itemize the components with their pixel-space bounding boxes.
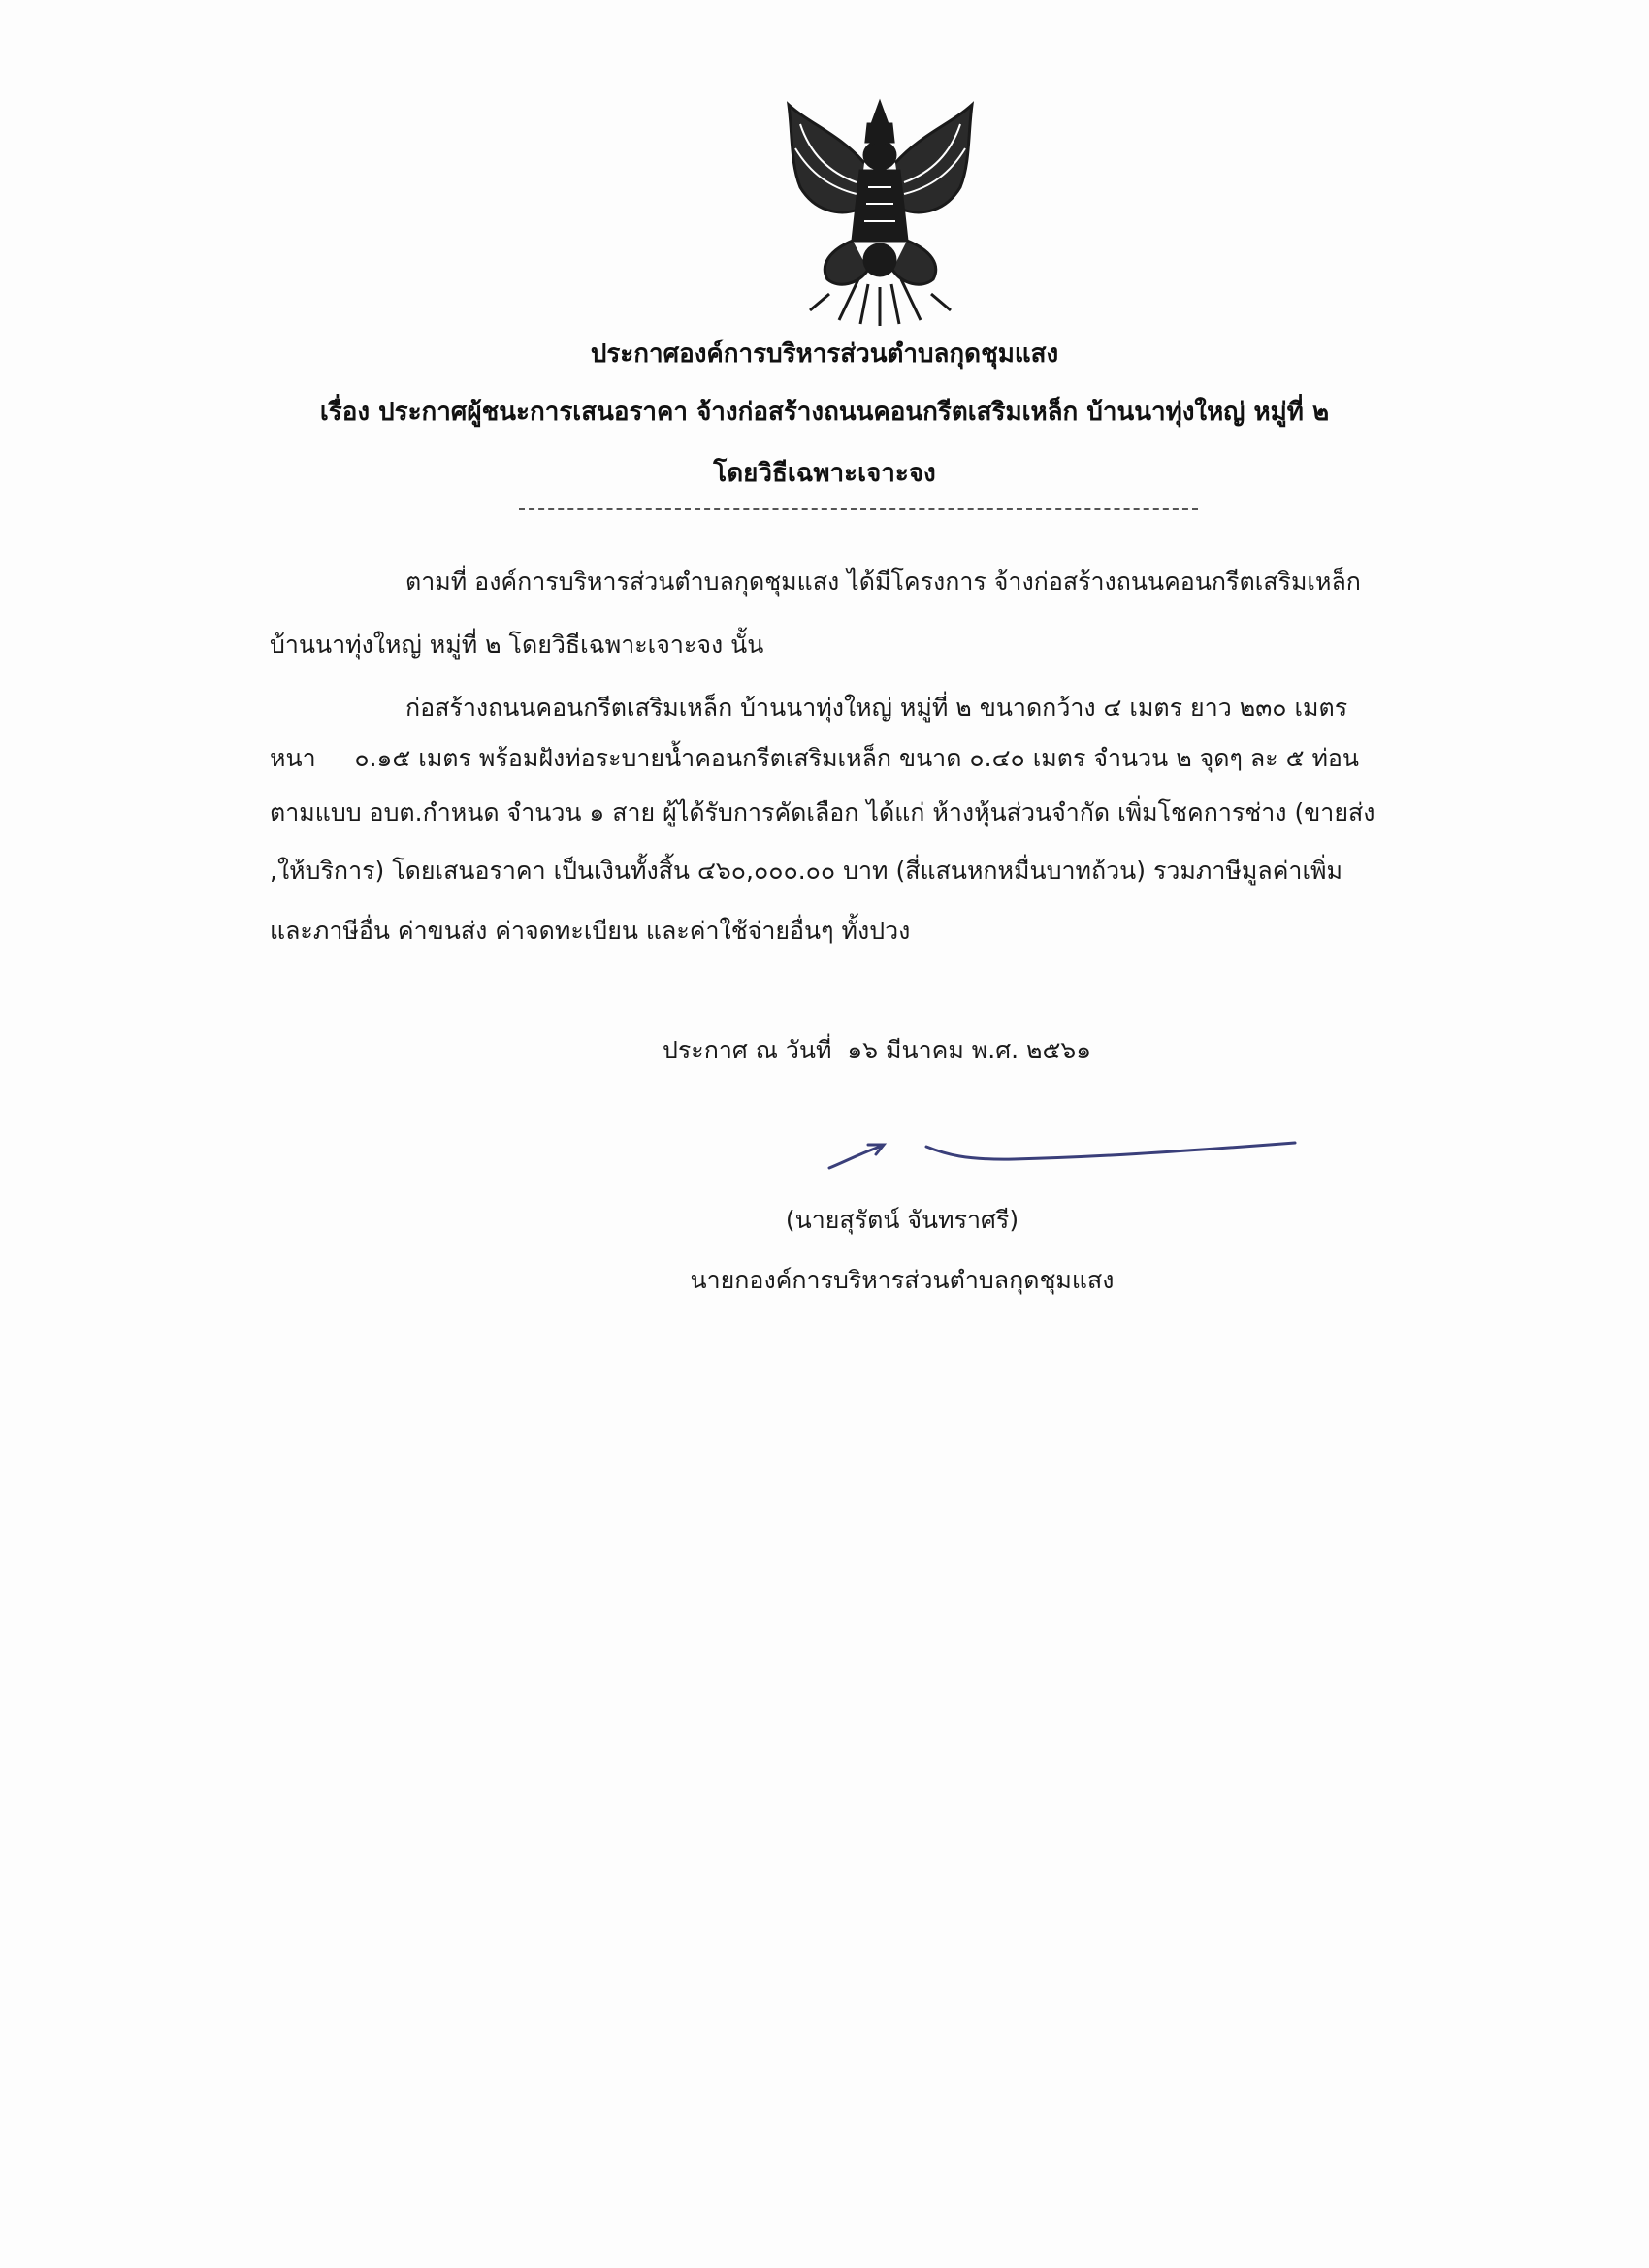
body-line: หนา ๐.๑๕ เมตร พร้อมฝังท่อระบายน้ำคอนกรีตเสริมเหล็ก ขนาด ๐.๔๐ เมตร จำนวน ๒ จุดๆ ละ ๕ ท่อน (270, 744, 1360, 772)
body-line: ก่อสร้างถนนคอนกรีตเสริมเหล็ก บ้านนาทุ่งใหญ่ หมู่ที่ ๒ ขนาดกว้าง ๔ เมตร ยาว ๒๓๐ เมตร (405, 694, 1348, 722)
body-line: ตามที่ องค์การบริหารส่วนตำบลกุดชุมแสง ได้มีโครงการ จ้างก่อสร้างถนนคอนกรีตเสริมเหล็ก (405, 567, 1361, 596)
body-line: ,ให้บริการ) โดยเสนอราคา เป็นเงินทั้งสิ้น ๔๖๐,๐๐๐.๐๐ บาท (สี่แสนหกหมื่นบาทถ้วน) รวมภาษีมูลค่าเพิ่ม (270, 857, 1342, 885)
body-line: บ้านนาทุ่งใหญ่ หมู่ที่ ๒ โดยวิธีเฉพาะเจาะจง นั้น (270, 631, 764, 659)
signatory-position: นายกองค์การบริหารส่วนตำบลกุดชุมแสง (690, 1266, 1115, 1294)
body-line: และภาษีอื่น ค่าขนส่ง ค่าจดทะเบียน และค่าใช้จ่ายอื่นๆ ทั้งปวง (270, 917, 911, 945)
announcement-method: โดยวิธีเฉพาะเจาะจง (713, 459, 936, 488)
announcement-date: ประกาศ ณ วันที่ ๑๖ มีนาคม พ.ศ. ๒๕๖๑ (663, 1036, 1092, 1064)
signatory-name: (นายสุรัตน์ จันทราศรี) (785, 1206, 1019, 1234)
header-divider (519, 508, 1198, 510)
handwritten-signature (820, 1125, 1305, 1193)
announcement-title: ประกาศองค์การบริหารส่วนตำบลกุดชุมแสง (590, 340, 1059, 369)
garuda-emblem-icon (771, 95, 989, 328)
body-line: ตามแบบ อบต.กำหนด จำนวน ๑ สาย ผู้ได้รับการคัดเลือก ได้แก่ ห้างหุ้นส่วนจำกัด เพิ่มโชคการช่าง (ขายส่ง (270, 798, 1375, 826)
announcement-subject: เรื่อง ประกาศผู้ชนะการเสนอราคา จ้างก่อสร้างถนนคอนกรีตเสริมเหล็ก บ้านนาทุ่งใหญ่ หมู่ที่ ๒ (319, 398, 1330, 427)
